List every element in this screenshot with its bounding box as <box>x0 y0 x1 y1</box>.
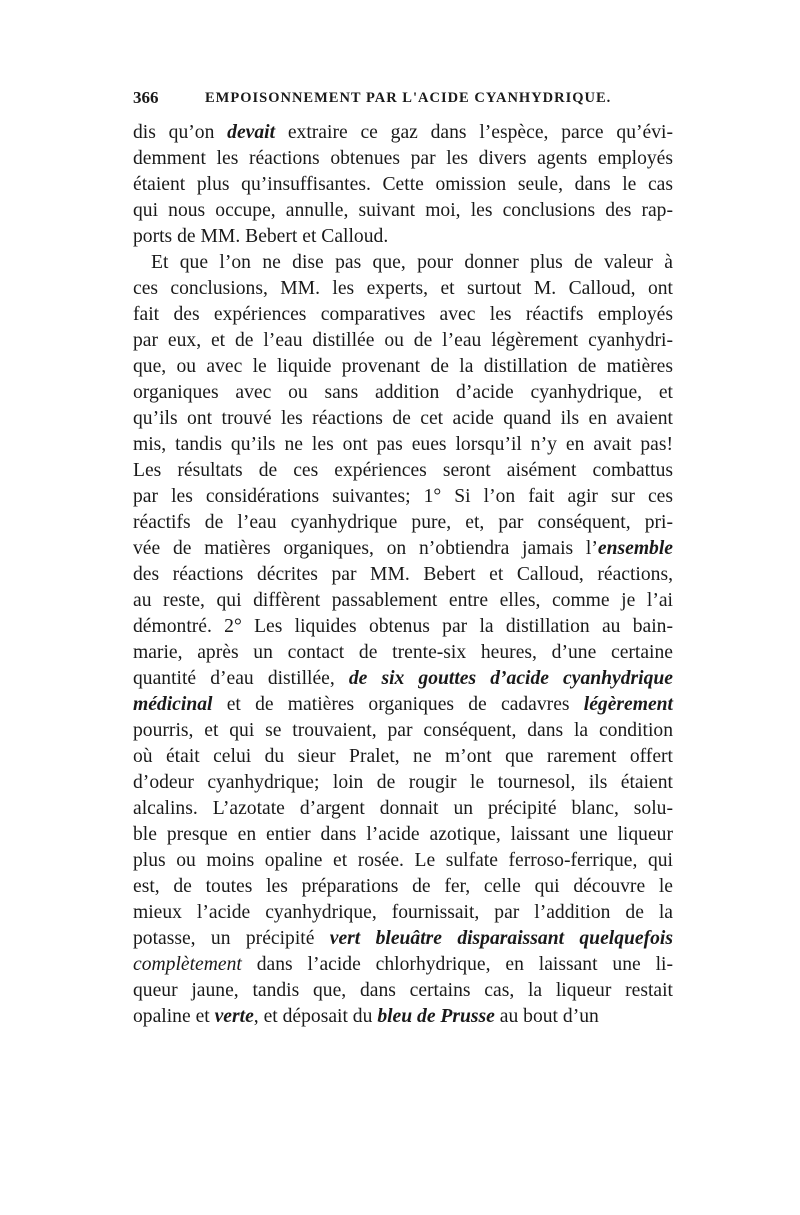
text-segment: étaient plus qu’insuffisantes. Cette omission seule, dans le cas <box>133 174 673 195</box>
emphasized-text: verte <box>214 1006 254 1027</box>
text-line <box>133 406 673 432</box>
text-segment: au bout d’un <box>494 1006 599 1027</box>
text-line <box>133 510 673 536</box>
text-segment: qu’ils ont trouvé les réactions de cet acide quand ils en avaient <box>133 408 673 429</box>
text-line <box>133 770 673 796</box>
emphasized-text: devait <box>227 122 276 143</box>
text-line <box>133 536 673 562</box>
emphasized-text: médicinal <box>133 694 213 715</box>
text-segment: plus ou moins opaline et rosée. Le sulfate ferroso-ferrique, qui <box>133 850 673 871</box>
text-line <box>133 744 673 770</box>
text-segment: Les résultats de ces expériences seront aisément combattus <box>133 460 673 481</box>
text-line <box>133 848 673 874</box>
text-segment: opaline et <box>133 1006 215 1027</box>
text-segment: demment les réactions obtenues par les divers agents employés <box>133 148 673 169</box>
running-title: EMPOISONNEMENT PAR L'ACIDE CYANHYDRIQUE. <box>205 90 612 106</box>
text-line <box>133 796 673 822</box>
text-segment: dans l’acide chlorhydrique, en laissant une li- <box>241 954 673 975</box>
text-line <box>133 432 673 458</box>
text-line <box>133 614 673 640</box>
text-line <box>133 146 673 172</box>
text-segment: que, ou avec le liquide provenant de la distillation de matières <box>133 356 673 377</box>
emphasized-text: vert bleuâtre disparaissant quelquefois <box>329 928 673 949</box>
text-line <box>133 900 673 926</box>
text-line <box>133 198 673 224</box>
text-line <box>133 380 673 406</box>
page-number: 366 <box>133 88 159 107</box>
body-text <box>133 120 673 1030</box>
text-line <box>133 224 673 250</box>
text-segment: où était celui du sieur Pralet, ne m’ont que rarement offert <box>133 746 673 767</box>
text-segment: ces conclusions, MM. les experts, et surtout M. Calloud, ont <box>133 278 673 299</box>
text-line <box>133 1004 673 1030</box>
emphasized-text: bleu de Prusse <box>377 1006 495 1027</box>
text-segment: potasse, un précipité <box>133 928 330 949</box>
text-line <box>133 952 673 978</box>
text-segment: des réactions décrites par MM. Bebert et Calloud, réactions, <box>133 564 673 585</box>
text-segment: alcalins. L’azotate d’argent donnait un précipité blanc, solu- <box>133 798 673 819</box>
text-line <box>133 172 673 198</box>
text-segment: queur jaune, tandis que, dans certains cas, la liqueur restait <box>133 980 673 1001</box>
text-line <box>133 692 673 718</box>
text-segment: vée de matières organiques, on n’obtiendra jamais l’ <box>133 538 598 559</box>
page-header <box>133 88 673 112</box>
text-segment: par eux, et de l’eau distillée ou de l’eau légèrement cyanhydri- <box>133 330 673 351</box>
text-segment: , et déposait du <box>253 1006 378 1027</box>
text-segment: et de matières organiques de cadavres <box>212 694 584 715</box>
text-segment: au reste, qui diffèrent passablement entre elles, comme je l’ai <box>133 590 673 611</box>
emphasized-text: légèrement <box>583 694 673 715</box>
text-line <box>133 874 673 900</box>
text-segment: marie, après un contact de trente-six heures, d’une certaine <box>133 642 673 663</box>
text-segment: extraire ce gaz dans l’espèce, parce qu’évi- <box>275 122 673 143</box>
text-segment: dis qu’on <box>133 122 228 143</box>
text-segment: qui nous occupe, annulle, suivant moi, les conclusions des rap- <box>133 200 673 221</box>
text-line <box>133 276 673 302</box>
text-line <box>133 588 673 614</box>
text-line <box>133 354 673 380</box>
text-line <box>133 458 673 484</box>
text-line <box>133 562 673 588</box>
text-line <box>133 718 673 744</box>
text-line <box>133 328 673 354</box>
emphasized-text: de six gouttes d’acide cyanhydrique <box>348 668 673 689</box>
text-segment: par les considérations suivantes; 1° Si l’on fait agir sur ces <box>133 486 673 507</box>
emphasized-text: ensemble <box>597 538 673 559</box>
text-segment: organiques avec ou sans addition d’acide cyanhydrique, et <box>133 382 673 403</box>
text-line <box>133 120 673 146</box>
text-line <box>133 978 673 1004</box>
text-segment: réactifs de l’eau cyanhydrique pure, et, par conséquent, pri- <box>133 512 673 533</box>
text-segment: Et que l’on ne dise pas que, pour donner plus de valeur à <box>151 252 673 273</box>
text-line <box>133 666 673 692</box>
text-line <box>133 822 673 848</box>
text-segment: démontré. 2° Les liquides obtenus par la distillation au bain- <box>133 616 673 637</box>
text-line <box>133 302 673 328</box>
emphasized-text: complètement <box>133 954 242 975</box>
text-segment: mieux l’acide cyanhydrique, fournissait, par l’addition de la <box>133 902 673 923</box>
text-segment: ble presque en entier dans l’acide azotique, laissant une liqueur <box>133 824 673 845</box>
text-segment: fait des expériences comparatives avec les réactifs employés <box>133 304 673 325</box>
text-segment: est, de toutes les préparations de fer, celle qui découvre le <box>133 876 673 897</box>
text-line <box>133 250 673 276</box>
text-segment: quantité d’eau distillée, <box>133 668 349 689</box>
text-segment: ports de MM. Bebert et Calloud. <box>133 226 389 247</box>
text-segment: d’odeur cyanhydrique; loin de rougir le tournesol, ils étaient <box>133 772 673 793</box>
text-line <box>133 926 673 952</box>
text-segment: mis, tandis qu’ils ne les ont pas eues lorsqu’il n’y en avait pas! <box>133 434 673 455</box>
text-line <box>133 484 673 510</box>
text-line <box>133 640 673 666</box>
text-segment: pourris, et qui se trouvaient, par conséquent, dans la condition <box>133 720 673 741</box>
